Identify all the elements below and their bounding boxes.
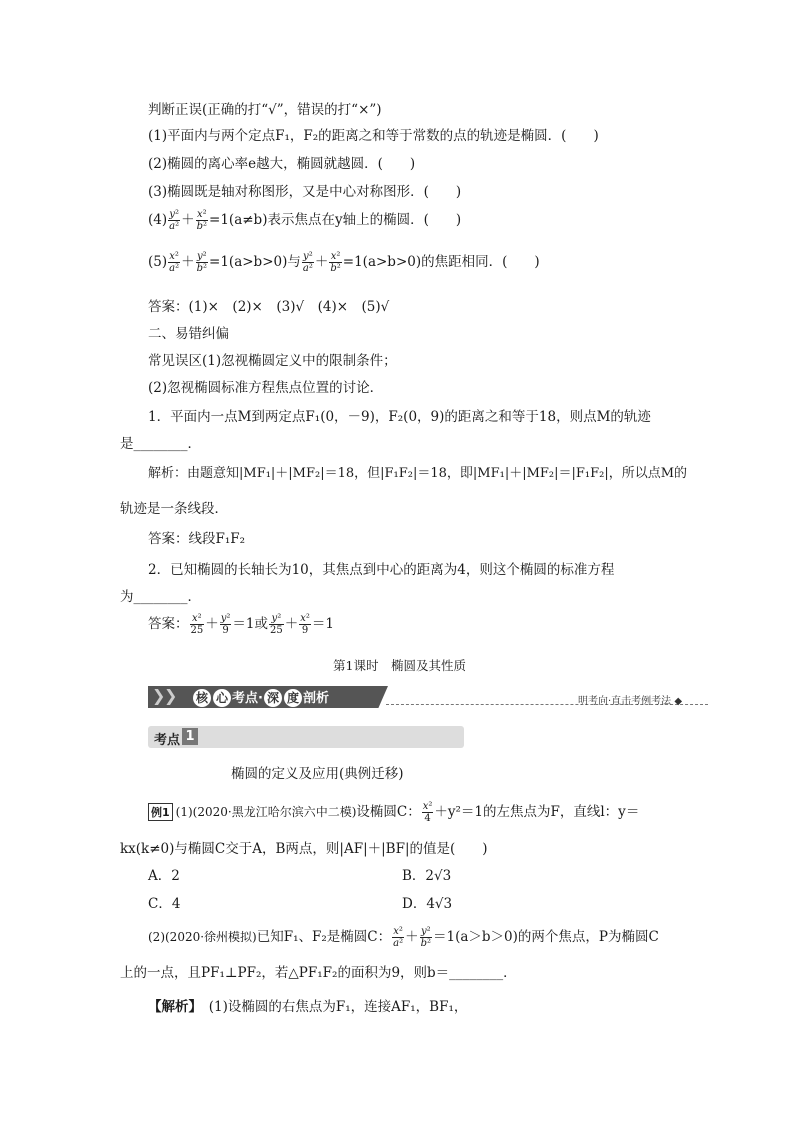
problem1-answer: 答案：线段F₁F₂ [148, 531, 246, 547]
frac-x2-b2-b: $\frac{\text{x²}}{\text{b²}}$ [330, 251, 341, 274]
section2-line1: 常见误区(1)忽视椭圆定义中的限制条件； [148, 353, 397, 369]
q5-mid: =1(a>b>0)与 [209, 254, 301, 270]
problem1-line2: 是________． [120, 436, 201, 452]
frac-x2-4: $\frac{\text{x²}}{4}$ [422, 801, 433, 824]
example-text: 设椭圆C： [356, 804, 421, 820]
option-d: D．4√3 [402, 896, 453, 912]
problem1-solution-2: 轨迹是一条线段． [120, 501, 228, 517]
q4-prefix: (4) [148, 212, 168, 228]
q5-prefix: (5) [148, 254, 168, 270]
judge-q4: (4) $\frac{\text{y²}}{\text{a²}}$ ＋ $\frac{\text{x²}}{\text{b²}}$ =1(a≠b)表示焦点在y轴上的椭圆．( ) [148, 209, 462, 232]
frac-y2-b2-c: $\frac{\text{y²}}{\text{b²}}$ [420, 926, 432, 949]
answer-label: 答案： [148, 616, 189, 632]
banner-char: 心 [213, 689, 231, 707]
banner-text: 剖析 [302, 691, 329, 706]
frac-x2-a2-c: $\frac{\text{x²}}{\text{a²}}$ [393, 926, 404, 949]
problem2-line1: 2．已知椭圆的长轴长为10，其焦点到中心的距离为4，则这个椭圆的标准方程 [148, 562, 615, 578]
frac-x2-25: $\frac{\text{x²}}{25}$ [190, 613, 204, 636]
kaodian-bar [148, 726, 464, 748]
judge-q2: (2)椭圆的离心率e越大，椭圆就越圆．( ) [148, 156, 416, 172]
frac-x2-a2: $\frac{\text{x²}}{\text{a²}}$ [169, 251, 180, 274]
option-c: C．4 [148, 896, 181, 912]
chevron-right-icon: ❯ [164, 686, 178, 705]
q4-suffix: =1(a≠b)表示焦点在y轴上的椭圆．( ) [209, 212, 462, 228]
example-badge: 例1 [148, 803, 173, 821]
kaodian-label: 考点 [154, 733, 181, 748]
answer-suffix: ＝1 [311, 616, 334, 632]
frac-y2-9: $\frac{\text{y²}}{9}$ [220, 613, 231, 636]
solution-text: (1)设椭圆的右焦点为F₁，连接AF₁，BF₁， [208, 999, 468, 1015]
banner-title [192, 687, 329, 707]
section2-title: 二、易错纠偏 [148, 326, 229, 342]
judge-q3: (3)椭圆既是轴对称图形，又是中心对称图形．( ) [148, 184, 462, 200]
banner-char: 度 [284, 689, 302, 707]
example-line2: kx(k≠0)与椭圆C交于A，B两点，则|AF|＋|BF|的值是( ) [120, 841, 488, 857]
frac-y2-a2: $\frac{\text{y²}}{\text{a²}}$ [169, 209, 180, 232]
example-text: ＋y²＝1的左焦点为F，直线l：y＝ [434, 804, 640, 820]
problem1-solution-1: 解析：由题意知|MF₁|＋|MF₂|＝18，但|F₁F₂|＝18，即|MF₁|＋|MF₂|＝|F₁F₂|，所以点M的 [148, 466, 688, 481]
answer-mid: ＝1或 [232, 616, 268, 632]
chevron-right-icon: ❯ [152, 686, 166, 705]
example-q2-line2: 上的一点，且PF₁⊥PF₂，若△PF₁F₂的面积为9，则b＝________． [120, 965, 517, 981]
diamond-icon: ◆ [674, 696, 683, 707]
judge-answer: 答案：(1)× (2)× (3)√ (4)× (5)√ [148, 299, 390, 315]
q2-source: (2)(2020·徐州模拟) [148, 930, 257, 944]
problem2-answer: 答案： $\frac{\text{x²}}{25}$ ＋ $\frac{\text{y²}}{9}$ ＝1或 $\frac{\text{y²}}{25}$ ＋ $\frac{\text{x²}}{9}$ ＝1 [148, 613, 334, 636]
frac-y2-a2-b: $\frac{\text{y²}}{\text{a²}}$ [302, 251, 313, 274]
topic-title: 椭圆的定义及应用(典例迁移) [231, 766, 404, 782]
q5-suffix: =1(a>b>0)的焦距相同．( ) [342, 254, 540, 270]
judge-q1: (1)平面内与两个定点F₁，F₂的距离之和等于常数的点的轨迹是椭圆．( ) [148, 128, 599, 144]
banner-subtitle [578, 692, 682, 707]
judge-title: 判断正误(正确的打“√”，错误的打“×”) [148, 102, 382, 118]
banner-subtitle-text: 明考向·直击考例考法 [578, 696, 672, 707]
option-a: A．2 [148, 868, 180, 884]
frac-y2-b2: $\frac{\text{y²}}{\text{b²}}$ [196, 251, 208, 274]
q2-text: 已知F₁、F₂是椭圆C： [256, 929, 392, 945]
frac-x2-b2: $\frac{\text{x²}}{\text{b²}}$ [196, 209, 208, 232]
solution-line [148, 995, 467, 1015]
frac-x2-9: $\frac{\text{x²}}{9}$ [300, 613, 310, 636]
banner-char: 核 [193, 689, 211, 707]
problem2-line2: 为________． [120, 589, 201, 605]
lesson-title: 第1课时 椭圆及其性质 [333, 658, 466, 673]
example-line1 [148, 800, 639, 824]
banner-text: 考点· [232, 691, 263, 706]
example-q2-line1: (2)(2020·徐州模拟)已知F₁、F₂是椭圆C： $\frac{\text{x²}}{\text{a²}}$ ＋ $\frac{\text{y²}}{\text{b²}}$ ＝1(a＞b＞0)的两个焦点，P为椭圆C [148, 926, 659, 949]
section-banner [148, 684, 708, 712]
kaodian-number: 1 [182, 728, 198, 745]
judge-q5: (5) $\frac{\text{x²}}{\text{a²}}$ ＋ $\frac{\text{y²}}{\text{b²}}$ =1(a>b>0)与 $\frac{\text{y²}}{\text{a²}}$ ＋ $\frac{\text{x²}}{\text{b²}}$ =1(a>b>0)的焦距相同．( ) [148, 251, 540, 274]
problem1-line1: 1．平面内一点M到两定点F₁(0，－9)，F₂(0，9)的距离之和等于18，则点M的轨迹 [148, 409, 651, 425]
solution-label: 【解析】 [148, 999, 196, 1015]
frac-y2-25: $\frac{\text{y²}}{25}$ [270, 613, 283, 636]
banner-char: 深 [264, 689, 282, 707]
section2-line2: (2)忽视椭圆标准方程焦点位置的讨论． [148, 380, 384, 396]
example-source: (1)(2020·黑龙江哈尔滨六中二模) [175, 805, 357, 819]
q2-text: ＝1(a＞b＞0)的两个焦点，P为椭圆C [433, 929, 659, 945]
option-b: B．2√3 [402, 868, 452, 884]
